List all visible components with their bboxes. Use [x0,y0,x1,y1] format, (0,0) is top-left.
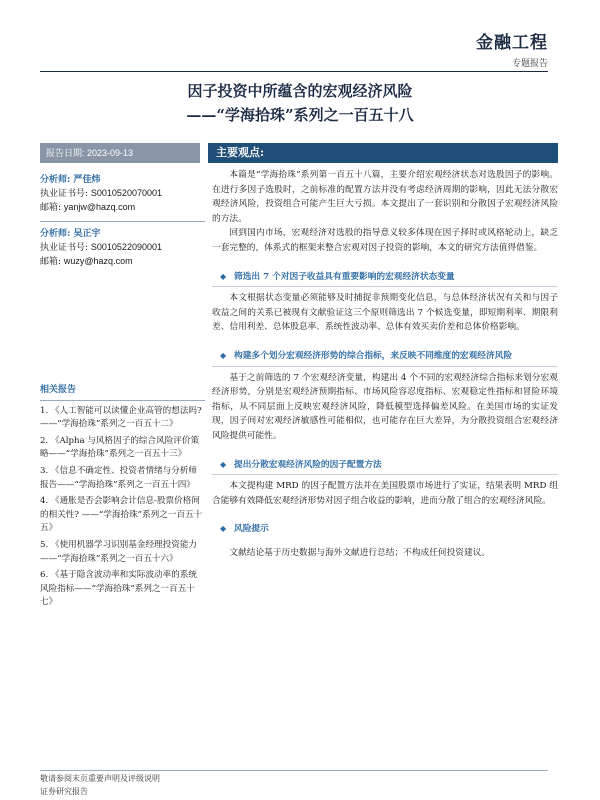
analyst-email [40,255,205,269]
key-point-text: 本文提构建 MRD 的因子配置方法并在美国股票市场进行了实证，结果表明 MRD 组合能够有效降低宏观经济形势对因子组合收益的影响，进而分散了组合的宏观经济风险。 [212,481,558,506]
footer-label: 证券研究报告 [40,787,88,796]
analyst-column [40,168,205,269]
heading-divider [212,366,558,367]
key-point-text: 基于之前筛选的 7 个宏观经济变量，构建出 4 个不同的宏观经济综合指标来划分宏观经济形势，分别是宏观经济预期指标、市场风险容忍度指标、宏观稳定性指标和冒险环境指标，从不同层面上反映宏观经济风险，降低模型选择偏差风险。在美国市场的实证发现，因子间对宏观经济敏感性可能相似，也可能存在巨大差异，为分散投资组合宏观经济风险提供可能性。 [212,372,558,441]
key-point-heading [212,270,558,285]
analyst-cert [40,187,205,201]
bullet-diamond-icon: ◆ [220,350,227,360]
related-reports [40,384,205,613]
related-report-item[interactable]: 1. 《人工智能可以读懂企业高管的想法吗? ——“学海拾珠”系列之一百五十二》 [40,405,202,430]
analyst-email-address[interactable]: wuzy@hazq.com [63,256,133,266]
related-report-item[interactable]: 3. 《信息不确定性、投资者情绪与分析师报告——“学海拾珠”系列之一百五十四》 [40,465,198,490]
heading-divider [212,474,558,475]
key-point-heading-text: 提出分散宏观经济风险的因子配置方法 [234,459,382,470]
analyst-cert-number: S0010520070001 [90,188,162,198]
bullet-diamond-icon: ◆ [220,524,227,534]
analyst-divider [40,221,205,222]
analyst-cert-label: 执业证书号: [40,189,91,199]
analyst-email [40,201,205,215]
analyst-name: 分析师: 吴正宇 [40,229,101,239]
intro-paragraph: 本篇是“学海拾珠”系列第一百五十八篇，主要介绍宏观经济状态对选股因子的影响。在进行多因子选股时，之前标准的配置方法并没有考虑经济周期的影响，因此无法分散宏观经济风险，投资组合可能产生巨大亏损。本文提出了一套识别和分散因子宏观经济风险的方法。 [212,170,558,224]
related-reports-title: 相关报告 [40,384,205,401]
key-point-heading [212,349,558,364]
main-content [212,168,558,569]
analyst-email-label: 邮箱: [40,257,64,267]
report-title: 因子投资中所蕴含的宏观经济风险 [187,82,413,100]
heading-divider [212,286,558,287]
analyst-cert-label: 执业证书号: [40,243,91,253]
main-points-heading: 主要观点: [208,143,558,163]
footer-rule [40,770,548,771]
analyst-block [40,228,205,269]
analyst-cert [40,241,205,255]
related-report-item[interactable]: 4. 《通胀是否会影响会计信息-股票价格间的相关性? ——“学海拾珠”系列之一百五十五》 [40,496,203,534]
related-report-item[interactable]: 5. 《使用机器学习识别基金经理投资能力——“学海拾珠”系列之一百五十六》 [40,539,198,564]
footer-disclaimer: 敬请参阅末页重要声明及评级说明 [40,774,160,783]
analyst-cert-number: S0010522090001 [90,242,162,252]
key-point-text: 本文根据状态变量必须能够及时捕捉非预期变化信息，与总体经济状况有关和与因子收益之间的关系已被现有文献验证这三个原则筛选出 7 个候选变量，即短期利率、期限利差、信用利差、总体股息率、系统性波动率、总体有效买卖价差和总体价格影响。 [212,293,558,333]
related-report-item[interactable]: 6. 《基于隐含波动率和实际波动率的系统风险指标——“学海拾珠”系列之一百五十七》 [40,570,198,608]
risk-heading [212,522,558,537]
brand-title: 金融工程 [476,33,548,53]
bullet-diamond-icon: ◆ [220,459,227,469]
analyst-block [40,174,205,222]
report-type: 专题报告 [511,59,548,69]
bullet-diamond-icon: ◆ [220,271,227,281]
key-point-heading-text: 构建多个划分宏观经济形势的综合指标，来反映不同维度的宏观经济风险 [234,350,512,361]
key-point-heading [212,458,558,473]
related-report-item[interactable]: 2. 《Alpha 与风格因子的综合风险评价策略——“学海拾珠”系列之一百五十三》 [40,435,200,460]
report-subtitle: ——“学海拾珠”系列之一百五十八 [186,106,414,124]
report-date-bar: 报告日期: 2023-09-13 [40,143,200,163]
key-point-heading-text: 筛选出 7 个对因子收益具有重要影响的宏观经济状态变量 [234,271,455,282]
intro-paragraph: 回到国内市场，宏观经济对选股的指导意义较多体现在因子择时或风格轮动上，缺乏一套完整的，体系式的框架来整合宏观对因子投资的影响，本文的研究方法值得借鉴。 [212,228,558,253]
analyst-email-label: 邮箱: [40,203,64,213]
analyst-name: 分析师: 严佳炜 [40,175,101,185]
header-rule [40,71,548,72]
risk-heading-text: 风险提示 [234,524,269,535]
analyst-email-address[interactable]: yanjw@hazq.com [63,202,136,212]
risk-text: 文献结论基于历史数据与海外文献进行总结；不构成任何投资建议。 [229,547,491,558]
